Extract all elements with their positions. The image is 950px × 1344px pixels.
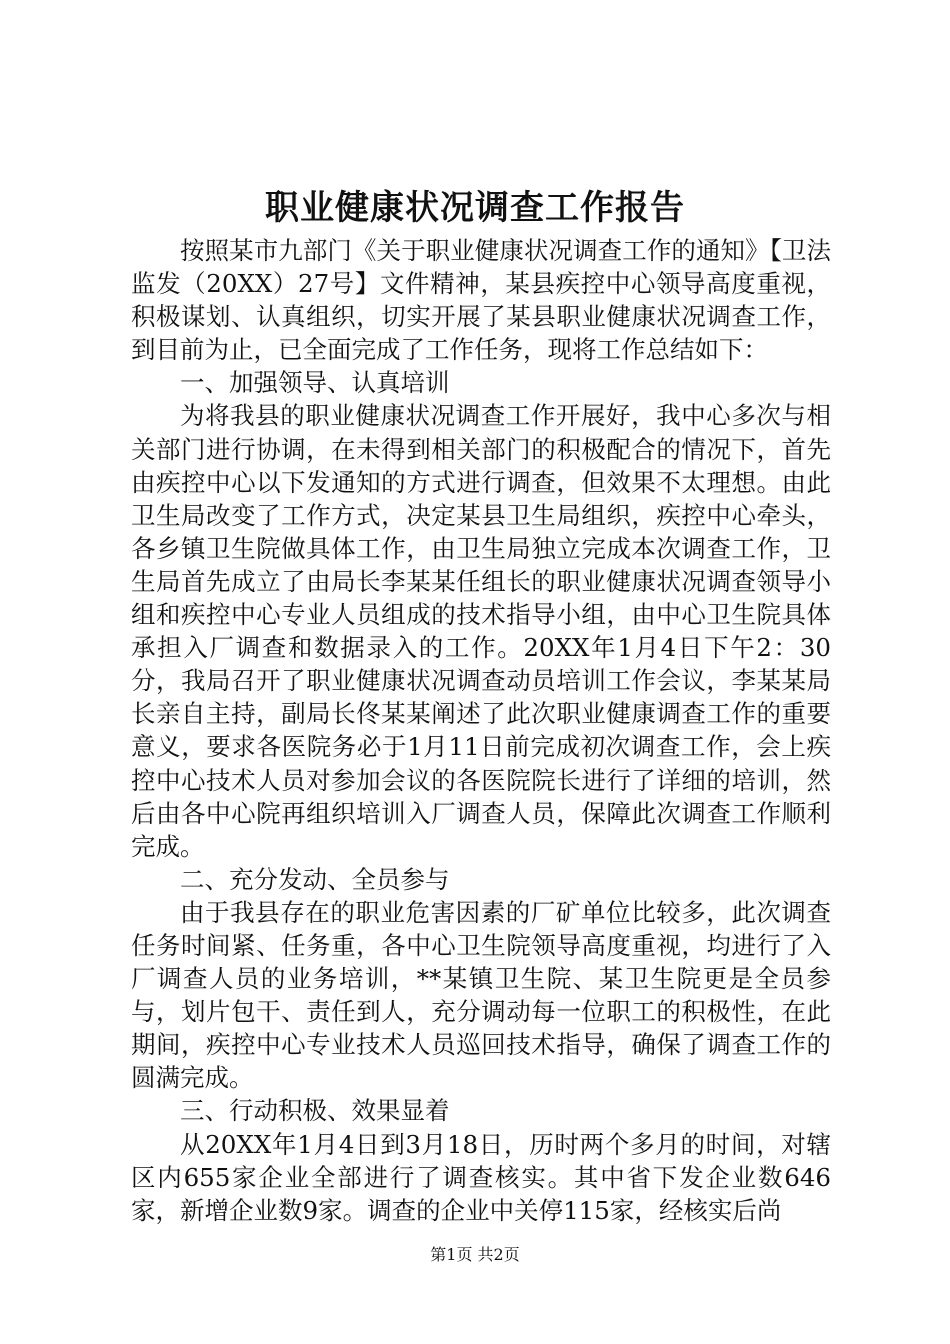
intro-paragraph: 按照某市九部门《关于职业健康状况调查工作的通知》【卫法监发（20XX）27号】文件精神，某县疾控中心领导高度重视，积极谋划、认真组织，切实开展了某县职业健康状况调查工作，到目前为止，已全面完成了工作任务，现将工作总结如下： <box>131 236 831 365</box>
section-1-heading: 一、加强领导、认真培训 <box>180 368 450 398</box>
document-title: 职业健康状况调查工作报告 <box>265 188 685 228</box>
section-3-heading: 三、行动积极、效果显着 <box>180 1096 450 1126</box>
document-body <box>131 234 831 1227</box>
page-number-footer: 第1页 共2页 <box>430 1245 520 1264</box>
section-1-paragraph: 为将我县的职业健康状况调查工作开展好，我中心多次与相关部门进行协调，在未得到相关部门的积极配合的情况下，首先由疾控中心以下发通知的方式进行调查，但效果不太理想。由此卫生局改变了工作方式，决定某县卫生局组织，疾控中心牵头，各乡镇卫生院做具体工作，由卫生局独立完成本次调查工作，卫生局首先成立了由局长李某某任组长的职业健康状况调查领导小组和疾控中心专业人员组成的技术指导小组，由中心卫生院具体承担入厂调查和数据录入的工作。20XX年1月4日下午2：30分，我局召开了职业健康状况调查动员培训工作会议，李某某局长亲自主持，副局长佟某某阐述了此次职业健康调查工作的重要意义，要求各医院务必于1月11日前完成初次调查工作，会上疾控中心技术人员对参加会议的各医院院长进行了详细的培训，然后由各中心院再组织培训入厂调查人员，保障此次调查工作顺利完成。 <box>131 401 831 861</box>
section-2-heading: 二、充分发动、全员参与 <box>180 864 450 894</box>
section-3-paragraph: 从20XX年1月4日到3月18日，历时两个多月的时间，对辖区内655家企业全部进行了调查核实。其中省下发企业数646家，新增企业数9家。调查的企业中关停115家，经核实后尚 <box>131 1129 831 1225</box>
section-2-paragraph: 由于我县存在的职业危害因素的厂矿单位比较多，此次调查任务时间紧、任务重，各中心卫生院领导高度重视，均进行了入厂调查人员的业务培训，**某镇卫生院、某卫生院更是全员参与，划片包干、责任到人，充分调动每一位职工的积极性，在此期间，疾控中心专业技术人员巡回技术指导，确保了调查工作的圆满完成。 <box>131 897 831 1093</box>
